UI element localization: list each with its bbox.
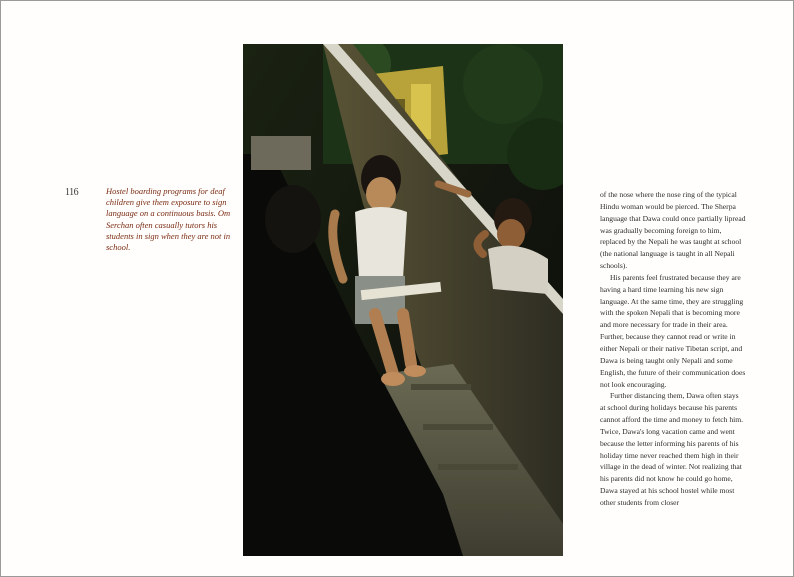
page-number: 116 [65, 187, 79, 198]
body-paragraph: Further distancing them, Dawa often stays at school during holidays because his parents cannot afford the time and money to fetch him. Twice, Dawa's long vacation came and went because the letter informing his parents of his holiday time never reached them high in their village in the dead of winter. Not realizing that his parents did not know he could go home, Dawa stayed at his school hostel while most other students from closer [600, 391, 744, 507]
body-text-column [600, 189, 746, 509]
photo-illustration [243, 44, 563, 556]
photo [243, 44, 563, 556]
photo-caption: Hostel boarding programs for deaf children give them exposure to sign language on a continuous basis. Om Serchan often casually tutors his students in sign when they are not in school. [106, 186, 231, 253]
body-paragraph: His parents feel frustrated because they are having a hard time learning his new sign language. At the same time, they are struggling with the spoken Nepali that is becoming more and more necessary for trade in their area. Further, because they cannot read or write in either Nepali or their native Tibetan script, and Dawa is being taught only Nepali and some English, the future of their communication does not look encouraging. [600, 272, 746, 389]
body-paragraph: of the nose where the nose ring of the typical Hindu woman would be pierced. The Sherpa language that Dawa could once partially lipread was gradually becoming foreign to him, replaced by the Nepali he was taught at school (the national language is taught in all Nepali schools). [600, 190, 746, 271]
